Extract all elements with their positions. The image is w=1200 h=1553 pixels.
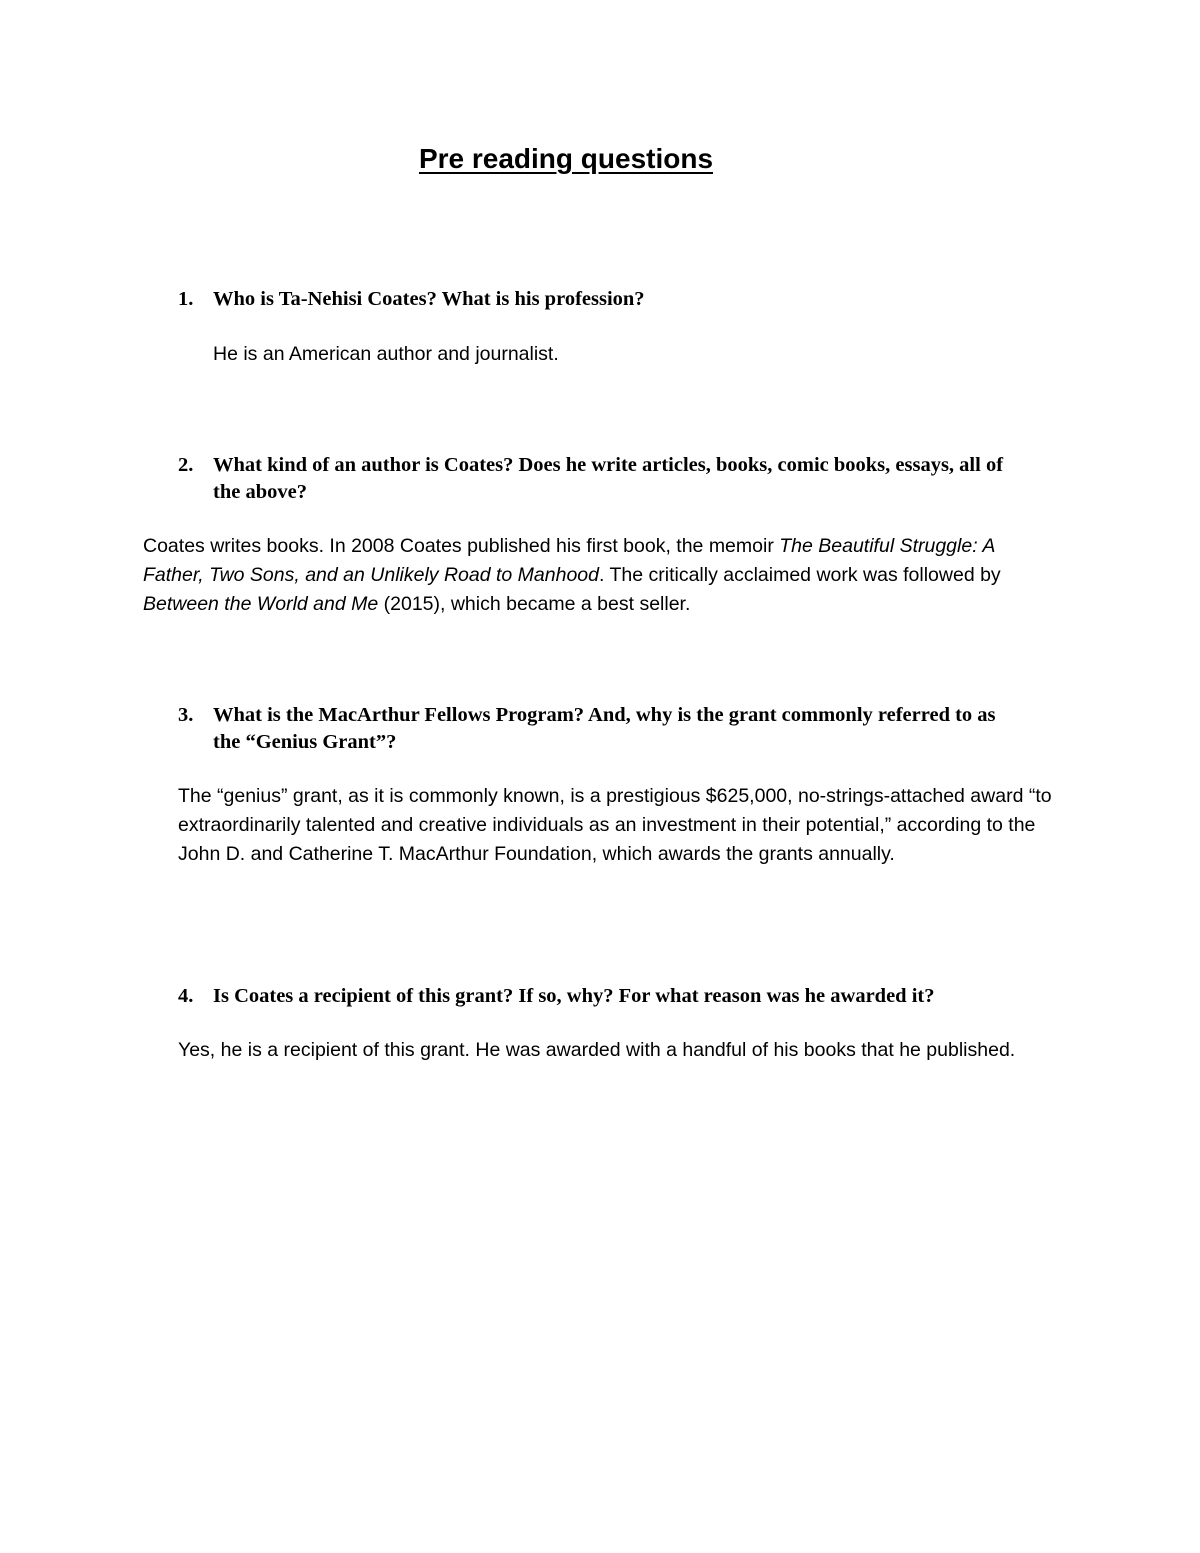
answer-2: [143, 532, 1058, 619]
answer-3: The “genius” grant, as it is commonly known, is a prestigious $625,000, no-strings-attached award “to extraordinarily talented and creative individuals as an investment in their potential,” according to the John D. and Catherine T. MacArthur Foundation, which awards the grants annually.: [178, 785, 1052, 865]
question-number: 2.: [178, 454, 194, 476]
question-number: 1.: [178, 288, 194, 310]
question-text: What kind of an author is Coates? Does he write articles, books, comic books, essays, all of the above?: [213, 454, 1004, 503]
answer-4: Yes, he is a recipient of this grant. He was awarded with a handful of his books that he published.: [178, 1039, 1016, 1061]
page-title: Pre reading questions: [418, 143, 714, 174]
answer-text: . The critically acclaimed work was followed by: [598, 564, 1001, 586]
answer-1: He is an American author and journalist.: [213, 343, 559, 365]
book-title: Between the World and Me: [143, 593, 379, 615]
question-number: 3.: [178, 704, 194, 726]
question-text: Is Coates a recipient of this grant? If so, why? For what reason was he awarded it?: [213, 985, 935, 1007]
answer-text: (2015), which became a best seller.: [378, 593, 691, 615]
question-text: Who is Ta-Nehisi Coates? What is his profession?: [213, 288, 645, 310]
answer-text: Coates writes books. In 2008 Coates published his first book, the memoir: [143, 535, 780, 557]
question-text: What is the MacArthur Fellows Program? And, why is the grant commonly referred to as the “Genius Grant”?: [213, 704, 996, 753]
question-number: 4.: [178, 985, 194, 1007]
book-title: The Beautiful Struggle: A Father, Two Sons, and an Unlikely Road to Manhood: [143, 535, 995, 586]
